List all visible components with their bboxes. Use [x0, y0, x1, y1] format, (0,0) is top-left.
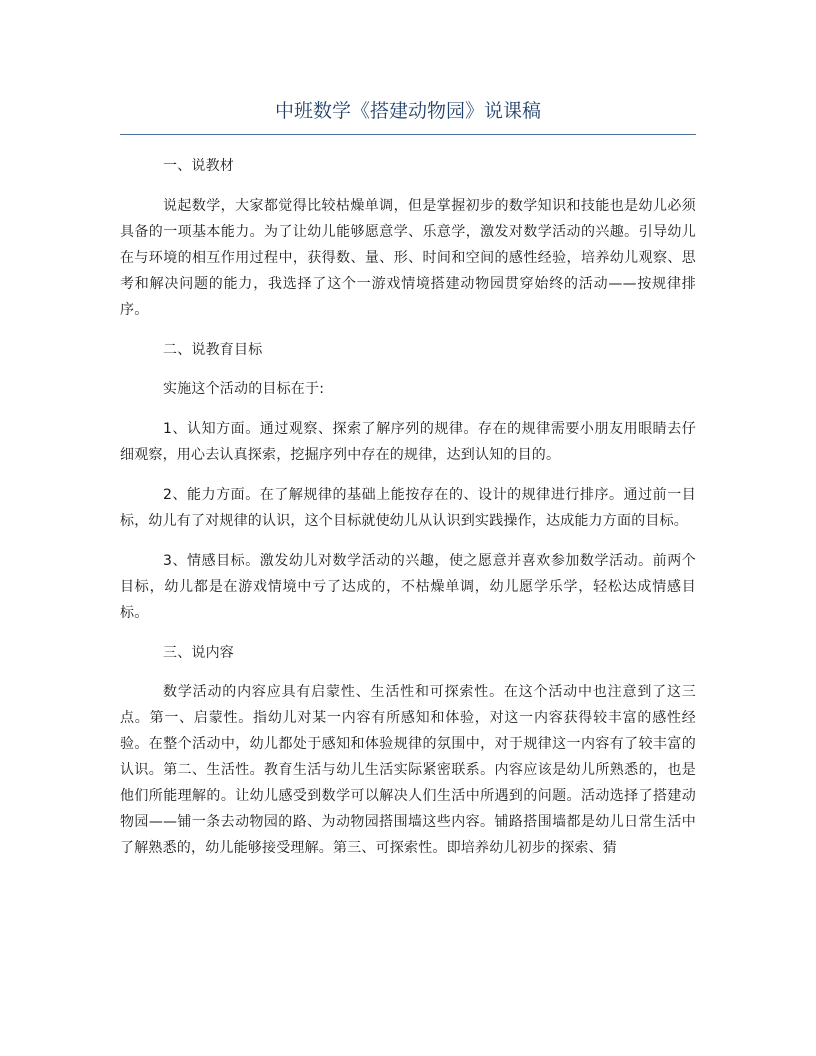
document-title: 中班数学《搭建动物园》说课稿	[274, 100, 541, 122]
body-paragraph: 说起数学，大家都觉得比较枯燥单调，但是掌握初步的数学知识和技能也是幼儿必须具备的一项基本能力。为了让幼儿能够愿意学、乐意学，激发对数学活动的兴趣。引导幼儿在与环境的相互作用过程中，获得数、量、形、时间和空间的感性经验，培养幼儿观察、思考和解决问题的能力，我选择了这个一游戏情境搭建动物园贯穿始终的活动——按规律排序。	[120, 197, 696, 318]
section-heading-content: 三、说内容	[163, 644, 234, 661]
document-body	[120, 153, 696, 875]
section-heading-goals: 二、说教育目标	[163, 341, 263, 358]
section-heading-materials: 一、说教材	[163, 158, 234, 174]
body-paragraph: 1、认知方面。通过观察、探索了解序列的规律。存在的规律需要小朋友用眼睛去仔细观察，用心去认真探索，挖掘序列中存在的规律，达到认知的目的。	[120, 421, 696, 464]
title-divider	[120, 134, 696, 135]
body-paragraph: 实施这个活动的目标在于:	[163, 381, 325, 398]
body-paragraph: 2、能力方面。在了解规律的基础上能按存在的、设计的规律进行排序。通过前一目标，幼儿有了对规律的认识，这个目标就使幼儿从认识到实践操作，达成能力方面的目标。	[120, 486, 696, 529]
body-paragraph: 3、情感目标。激发幼儿对数学活动的兴趣，使之愿意并喜欢参加数学活动。前两个目标，幼儿都是在游戏情境中亏了达成的，不枯燥单调，幼儿愿学乐学，轻松达成情感目标。	[120, 552, 696, 621]
body-paragraph: 数学活动的内容应具有启蒙性、生活性和可探索性。在这个活动中也注意到了这三点。第一、启蒙性。指幼儿对某一内容有所感知和体验，对这一内容获得较丰富的感性经验。在整个活动中，幼儿都处于感知和体验规律的氛围中，对于规律这一内容有了较丰富的认识。第二、生活性。教育生活与幼儿生活实际紧密联系。内容应该是幼儿所熟悉的，也是他们所能理解的。让幼儿感受到数学可以解决人们生活中所遇到的问题。活动选择了搭建动物园——铺一条去动物园的路、为动物园搭围墙这些内容。铺路搭围墙都是幼儿日常生活中了解熟悉的，幼儿能够接受理解。第三、可探索性。即培养幼儿初步的探索、猜	[120, 684, 696, 857]
